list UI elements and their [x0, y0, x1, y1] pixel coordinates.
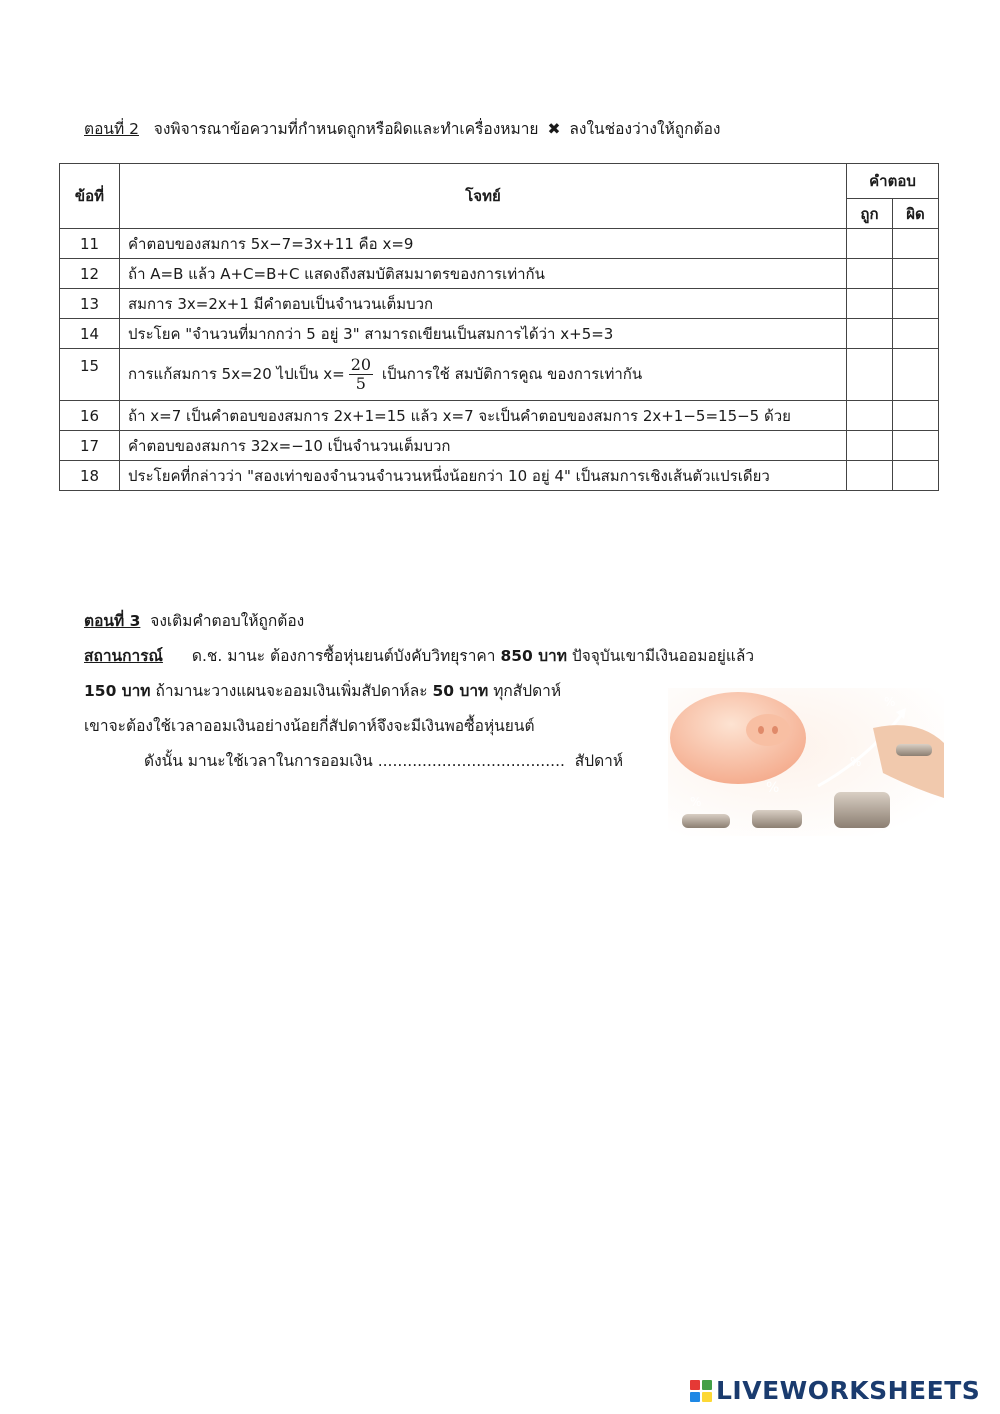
weekly-savings: 50 บาท — [432, 682, 489, 700]
question-text: ถ้า x=7 เป็นคำตอบของสมการ 2x+1=15 แล้ว x=7 จะเป็นคำตอบของสมการ 2x+1−5=15−5 ด้วย — [120, 401, 847, 431]
question-text: ประโยคที่กล่าวว่า "สองเท่าของจำนวนจำนวนหนึ่งน้อยกว่า 10 อยู่ 4" เป็นสมการเชิงเส้นตัวแปรเดียว — [120, 461, 847, 491]
answer-true-cell[interactable] — [846, 229, 892, 259]
item-number: 12 — [60, 259, 120, 289]
answer-false-cell[interactable] — [892, 461, 938, 491]
part2-instruction — [84, 116, 984, 141]
answer-prompt: ดังนั้น มานะใช้เวลาในการออมเงิน — [144, 752, 373, 770]
question-text: คำตอบของสมการ 32x=−10 เป็นจำนวนเต็มบวก — [120, 431, 847, 461]
item-number: 11 — [60, 229, 120, 259]
answer-true-cell[interactable] — [846, 259, 892, 289]
question-text — [120, 349, 847, 401]
svg-text:%: % — [690, 795, 702, 809]
question-text: สมการ 3x=2x+1 มีคำตอบเป็นจำนวนเต็มบวก — [120, 289, 847, 319]
header-question: โจทย์ — [120, 164, 847, 229]
answer-true-cell[interactable] — [846, 289, 892, 319]
part2-label: ตอนที่ 2 — [84, 120, 139, 138]
table-row — [60, 431, 939, 461]
answer-false-cell[interactable] — [892, 319, 938, 349]
scenario-line-1 — [84, 639, 844, 674]
answer-false-cell[interactable] — [892, 349, 938, 401]
item-number: 16 — [60, 401, 120, 431]
answer-false-cell[interactable] — [892, 259, 938, 289]
cross-mark-icon: ✖ — [547, 120, 561, 138]
answer-true-cell[interactable] — [846, 401, 892, 431]
robot-price: 850 บาท — [500, 647, 567, 665]
answer-true-cell[interactable] — [846, 431, 892, 461]
scenario-text: ถ้ามานะวางแผนจะออมเงินเพิ่มสัปดาห์ละ — [155, 682, 428, 700]
header-true: ถูก — [846, 199, 892, 229]
part3-header — [84, 604, 844, 639]
part3-label: ตอนที่ 3 — [84, 612, 141, 630]
part2-instruction-text-end: ลงในช่องว่างให้ถูกต้อง — [569, 120, 721, 138]
question-text: ถ้า A=B แล้ว A+C=B+C แสดงถึงสมบัติสมมาตรของการเท่ากัน — [120, 259, 847, 289]
item-number: 18 — [60, 461, 120, 491]
fraction-numerator: 20 — [350, 355, 372, 374]
logo-square — [702, 1392, 712, 1402]
table-row — [60, 461, 939, 491]
liveworksheets-logo — [690, 1376, 980, 1405]
logo-square — [690, 1380, 700, 1390]
answer-false-cell[interactable] — [892, 289, 938, 319]
item-number: 15 — [60, 349, 120, 401]
svg-text:%: % — [766, 780, 780, 796]
answer-false-cell[interactable] — [892, 431, 938, 461]
header-false: ผิด — [892, 199, 938, 229]
answer-true-cell[interactable] — [846, 319, 892, 349]
answer-false-cell[interactable] — [892, 401, 938, 431]
question-text-after: เป็นการใช้ สมบัติการคูณ ของการเท่ากัน — [381, 365, 643, 383]
answer-true-cell[interactable] — [846, 461, 892, 491]
svg-text:%: % — [884, 695, 896, 709]
part3-instruction: จงเติมคำตอบให้ถูกต้อง — [150, 612, 305, 630]
item-number: 13 — [60, 289, 120, 319]
table-row — [60, 289, 939, 319]
logo-square — [690, 1392, 700, 1402]
question-text: คำตอบของสมการ 5x−7=3x+11 คือ x=9 — [120, 229, 847, 259]
liveworksheets-wordmark: LIVEWORKSHEETS — [716, 1376, 981, 1405]
header-answer: คำตอบ — [846, 164, 938, 199]
question-text-before: การแก้สมการ 5x=20 ไปเป็น x= — [128, 365, 345, 383]
item-number: 17 — [60, 431, 120, 461]
liveworksheets-grid-icon — [690, 1380, 712, 1402]
table-row — [60, 319, 939, 349]
table-row — [60, 401, 939, 431]
answer-blank[interactable]: ...................................... — [377, 752, 565, 770]
question-text: ประโยค "จำนวนที่มากกว่า 5 อยู่ 3" สามารถเขียนเป็นสมการได้ว่า x+5=3 — [120, 319, 847, 349]
answer-true-cell[interactable] — [846, 349, 892, 401]
scenario-text: ด.ช. มานะ ต้องการซื้อหุ่นยนต์บังคับวิทยุราคา — [191, 647, 496, 665]
svg-text:%: % — [850, 755, 862, 769]
table-row — [60, 349, 939, 401]
scenario-line-3: เขาจะต้องใช้เวลาออมเงินอย่างน้อยกี่สัปดาห์จึงจะมีเงินพอซื้อหุ่นยนต์ — [84, 717, 535, 735]
logo-square — [702, 1380, 712, 1390]
fraction-denominator: 5 — [355, 374, 366, 393]
piggy-bank-photo — [668, 688, 944, 836]
table-row — [60, 229, 939, 259]
header-item-number: ข้อที่ — [60, 164, 120, 229]
fraction — [349, 356, 373, 393]
answer-false-cell[interactable] — [892, 229, 938, 259]
scenario-label: สถานการณ์ — [84, 647, 163, 665]
table-row — [60, 259, 939, 289]
true-false-table — [59, 163, 939, 491]
scenario-text: ปัจจุบันเขามีเงินออมอยู่แล้ว — [571, 647, 755, 665]
scenario-text: ทุกสัปดาห์ — [493, 682, 562, 700]
current-savings: 150 บาท — [84, 682, 151, 700]
answer-unit: สัปดาห์ — [574, 752, 624, 770]
item-number: 14 — [60, 319, 120, 349]
part2-instruction-text: จงพิจารณาข้อความที่กำหนดถูกหรือผิดและทำเครื่องหมาย — [153, 120, 539, 138]
